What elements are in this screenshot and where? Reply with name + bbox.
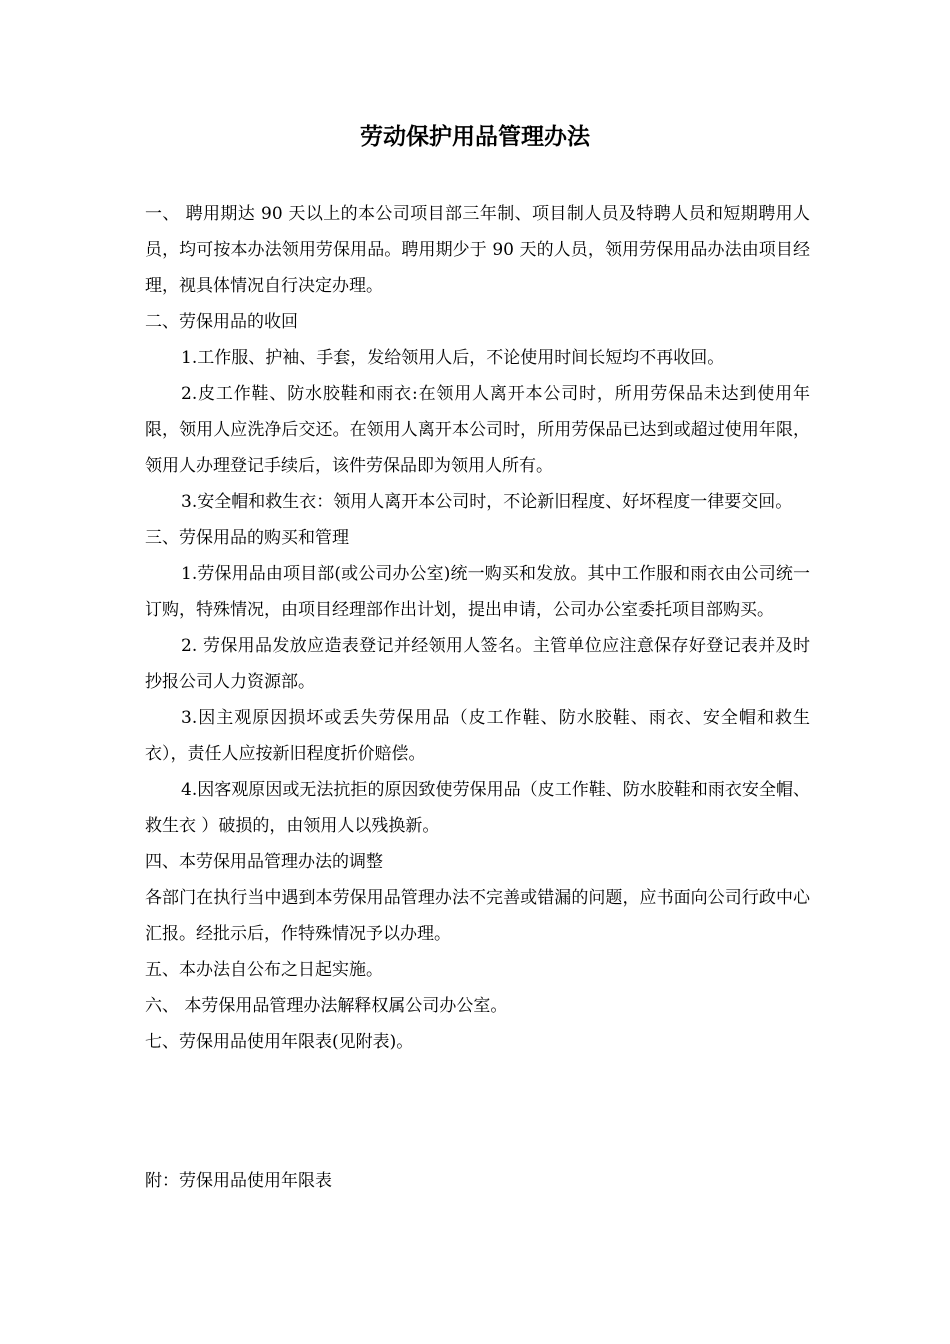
section-2-item-2: 2.皮工作鞋、防水胶鞋和雨衣:在领用人离开本公司时，所用劳保品未达到使用年限，领用人应洗净后交还。在领用人离开本公司时，所用劳保品已达到或超过使用年限，领用人办理登记手续后，该件劳保品即为领用人所有。 bbox=[145, 384, 810, 476]
section-3-item-1: 1.劳保用品由项目部(或公司办公室)统一购买和发放。其中工作服和雨衣由公司统一订购，特殊情况，由项目经理部作出计划，提出申请，公司办公室委托项目部购买。 bbox=[145, 564, 810, 620]
section-7-paragraph: 七、劳保用品使用年限表(见附表)。 bbox=[145, 1032, 414, 1052]
section-3-item-2: 2. 劳保用品发放应造表登记并经领用人签名。主管单位应注意保存好登记表并及时抄报公司人力资源部。 bbox=[145, 636, 810, 692]
section-3-item-3: 3.因主观原因损坏或丢失劳保用品（皮工作鞋、防水胶鞋、雨衣、安全帽和救生衣），责任人应按新旧程度折价赔偿。 bbox=[145, 708, 810, 764]
section-2-heading: 二、劳保用品的收回 bbox=[145, 312, 298, 332]
section-3-item-4: 4.因客观原因或无法抗拒的原因致使劳保用品（皮工作鞋、防水胶鞋和雨衣安全帽、救生衣 ）破损的，由领用人以残换新。 bbox=[145, 780, 810, 836]
section-3-heading: 三、劳保用品的购买和管理 bbox=[145, 528, 349, 548]
section-2-item-1: 1.工作服、护袖、手套，发给领用人后，不论使用时间长短均不再收回。 bbox=[181, 348, 725, 368]
section-4-heading: 四、本劳保用品管理办法的调整 bbox=[145, 852, 383, 872]
section-1-paragraph: 一、 聘用期达 90 天以上的本公司项目部三年制、项目制人员及特聘人员和短期聘用人员，均可按本办法领用劳保用品。聘用期少于 90 天的人员，领用劳保用品办法由项目经理，视具体情况自行决定办理。 bbox=[145, 204, 810, 296]
section-5-paragraph: 五、本办法自公布之日起实施。 bbox=[145, 960, 383, 980]
section-2-item-3: 3.安全帽和救生衣：领用人离开本公司时，不论新旧程度、好坏程度一律要交回。 bbox=[181, 492, 793, 512]
section-6-paragraph: 六、 本劳保用品管理办法解释权属公司办公室。 bbox=[145, 996, 508, 1016]
section-4-paragraph: 各部门在执行当中遇到本劳保用品管理办法不完善或错漏的问题，应书面向公司行政中心汇报。经批示后，作特殊情况予以办理。 bbox=[145, 888, 810, 944]
document-body bbox=[145, 196, 810, 1060]
page-title: 劳动保护用品管理办法 bbox=[360, 123, 590, 150]
appendix-line: 附：劳保用品使用年限表 bbox=[145, 1171, 332, 1191]
